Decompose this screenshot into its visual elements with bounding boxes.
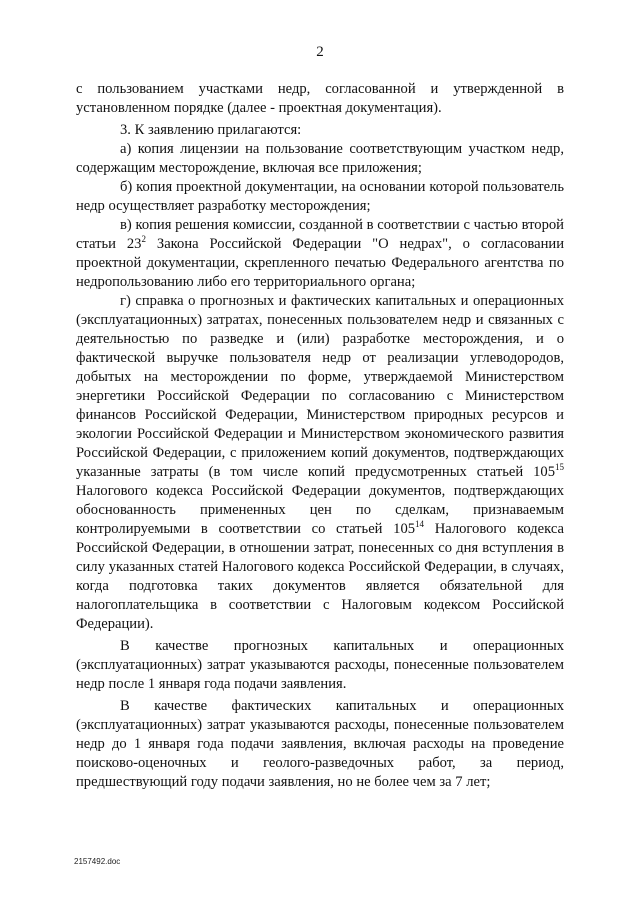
superscript-23-2: 2: [141, 234, 146, 245]
document-body: [76, 80, 564, 792]
paragraph-actual-costs: В качестве фактических капитальных и операционных (эксплуатационных) затрат указываются расходы, понесенные пользователем недр до 1 января года подачи заявления, включая расходы на проведение поисково-оценочных и геолого-разведочных работ, за период, предшествующий году подачи заявления, но не более чем за 7 лет;: [76, 698, 564, 790]
paragraph-g-part3: Налогового кодекса Российской Федерации, в отношении затрат, понесенных со дня вступления в силу указанных статей Налогового кодекса Российской Федерации, в случаях, когда подготовка таких документов является обязательной для налогоплательщика в соответствии с Налоговым кодексом Российской Федерации).: [76, 521, 564, 632]
paragraph-g-part1: г) справка о прогнозных и фактических капитальных и операционных (эксплуатационных) затратах, понесенных пользователем недр и связанных с деятельностью по разведке и (или) разработке месторождения, и о фактической выручке пользователя недр от реализации углеводородов, добытых на месторождении по форме, утверждаемой Министерством энергетики Российской Федерации по согласованию с Министерством финансов Российской Федерации, Министерством природных ресурсов и экологии Российской Федерации и Министерством экономического развития Российской Федерации, с приложением копий документов, подтверждающих указанные затраты (в том числе копий предусмотренных статьей 105: [76, 293, 564, 480]
paragraph-forecast-costs: В качестве прогнозных капитальных и операционных (эксплуатационных) затрат указываются расходы, понесенные пользователем недр после 1 января года подачи заявления.: [76, 638, 564, 692]
paragraph-v: [76, 216, 564, 292]
paragraph-b: б) копия проектной документации, на основании которой пользователь недр осуществляет разработку месторождения;: [76, 179, 564, 214]
paragraph-v-part1: в) копия решения комиссии, созданной в соответствии с частью второй статьи 23: [76, 217, 564, 252]
paragraph-v-part2: Закона Российской Федерации "О недрах", о согласовании проектной документации, скрепленного печатью Федерального агентства по недропользованию либо его территориального органа;: [76, 236, 564, 290]
document-file-code: 2157492.doc: [74, 857, 121, 866]
paragraph-3: 3. К заявлению прилагаются:: [120, 122, 302, 138]
paragraph-a: а) копия лицензии на пользование соответствующим участком недр, содержащим месторождение, включая все приложения;: [76, 141, 564, 176]
superscript-105-14: 14: [415, 519, 425, 530]
paragraph-continuation: с пользованием участками недр, согласованной и утвержденной в установленном порядке (далее - проектная документация).: [76, 81, 564, 116]
page-number: 2: [316, 44, 324, 60]
paragraph-g: [76, 292, 564, 634]
superscript-105-15: 15: [555, 462, 564, 473]
paragraph-g-part2: Налогового кодекса Российской Федерации документов, подтверждающих обоснованность примененных цен по сделкам, признаваемым контролируемыми в соответствии со статьей 105: [76, 483, 564, 537]
